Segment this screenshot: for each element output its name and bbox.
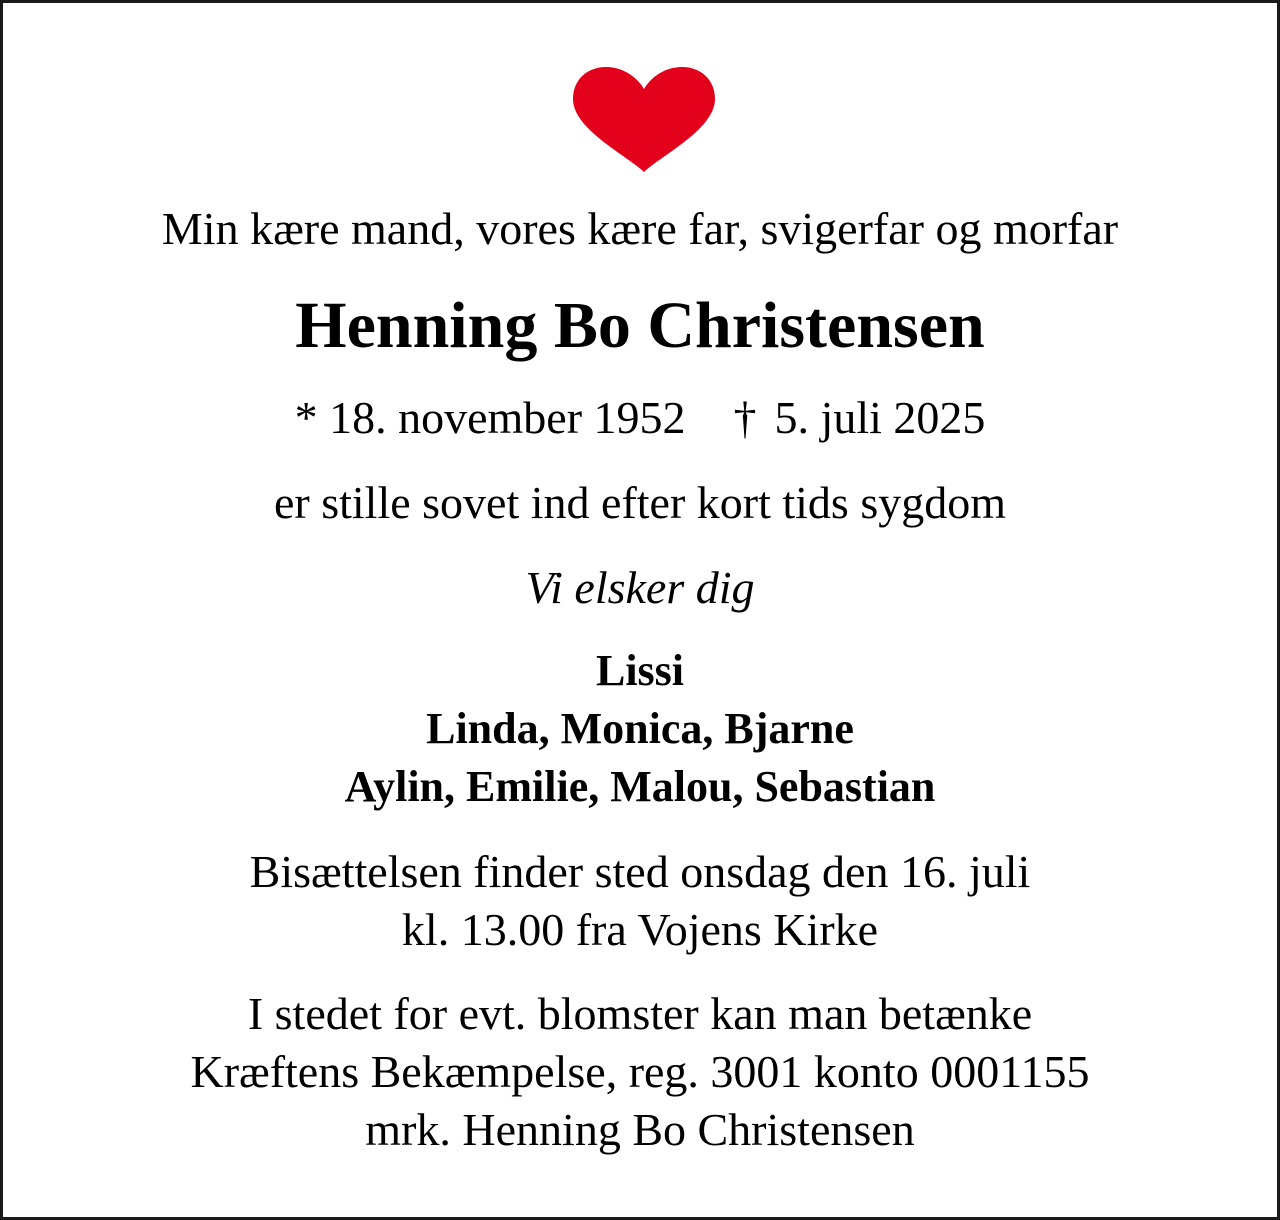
family-line: Lissi (595, 646, 685, 695)
intro-text: Min kære mand, vores kære far, svigerfar og morfar (161, 203, 1119, 254)
birth-symbol: * (294, 392, 318, 443)
donation-info-line: I stedet for evt. blomster kan man betænke (247, 988, 1033, 1039)
birth-date: 18. november 1952 (329, 392, 686, 443)
death-cross: † (733, 392, 757, 443)
death-date: 5. juli 2025 (774, 392, 986, 443)
love-message: Vi elsker dig (525, 562, 755, 613)
donation-info-line: mrk. Henning Bo Christensen (365, 1104, 915, 1155)
heart-icon (571, 65, 717, 173)
deceased-name: Henning Bo Christensen (295, 289, 985, 362)
family-line: Linda, Monica, Bjarne (426, 704, 854, 753)
donation-info-line: Kræftens Bekæmpelse, reg. 3001 konto 0001155 (190, 1046, 1090, 1097)
funeral-info-line: Bisættelsen finder sted onsdag den 16. juli (249, 846, 1031, 897)
funeral-info-line: kl. 13.00 fra Vojens Kirke (401, 904, 879, 955)
family-line: Aylin, Emilie, Malou, Sebastian (344, 762, 936, 811)
passing-message: er stille sovet ind efter kort tids sygdom (273, 477, 1007, 528)
life-dates (3, 392, 1277, 443)
heart-shape (573, 67, 715, 172)
